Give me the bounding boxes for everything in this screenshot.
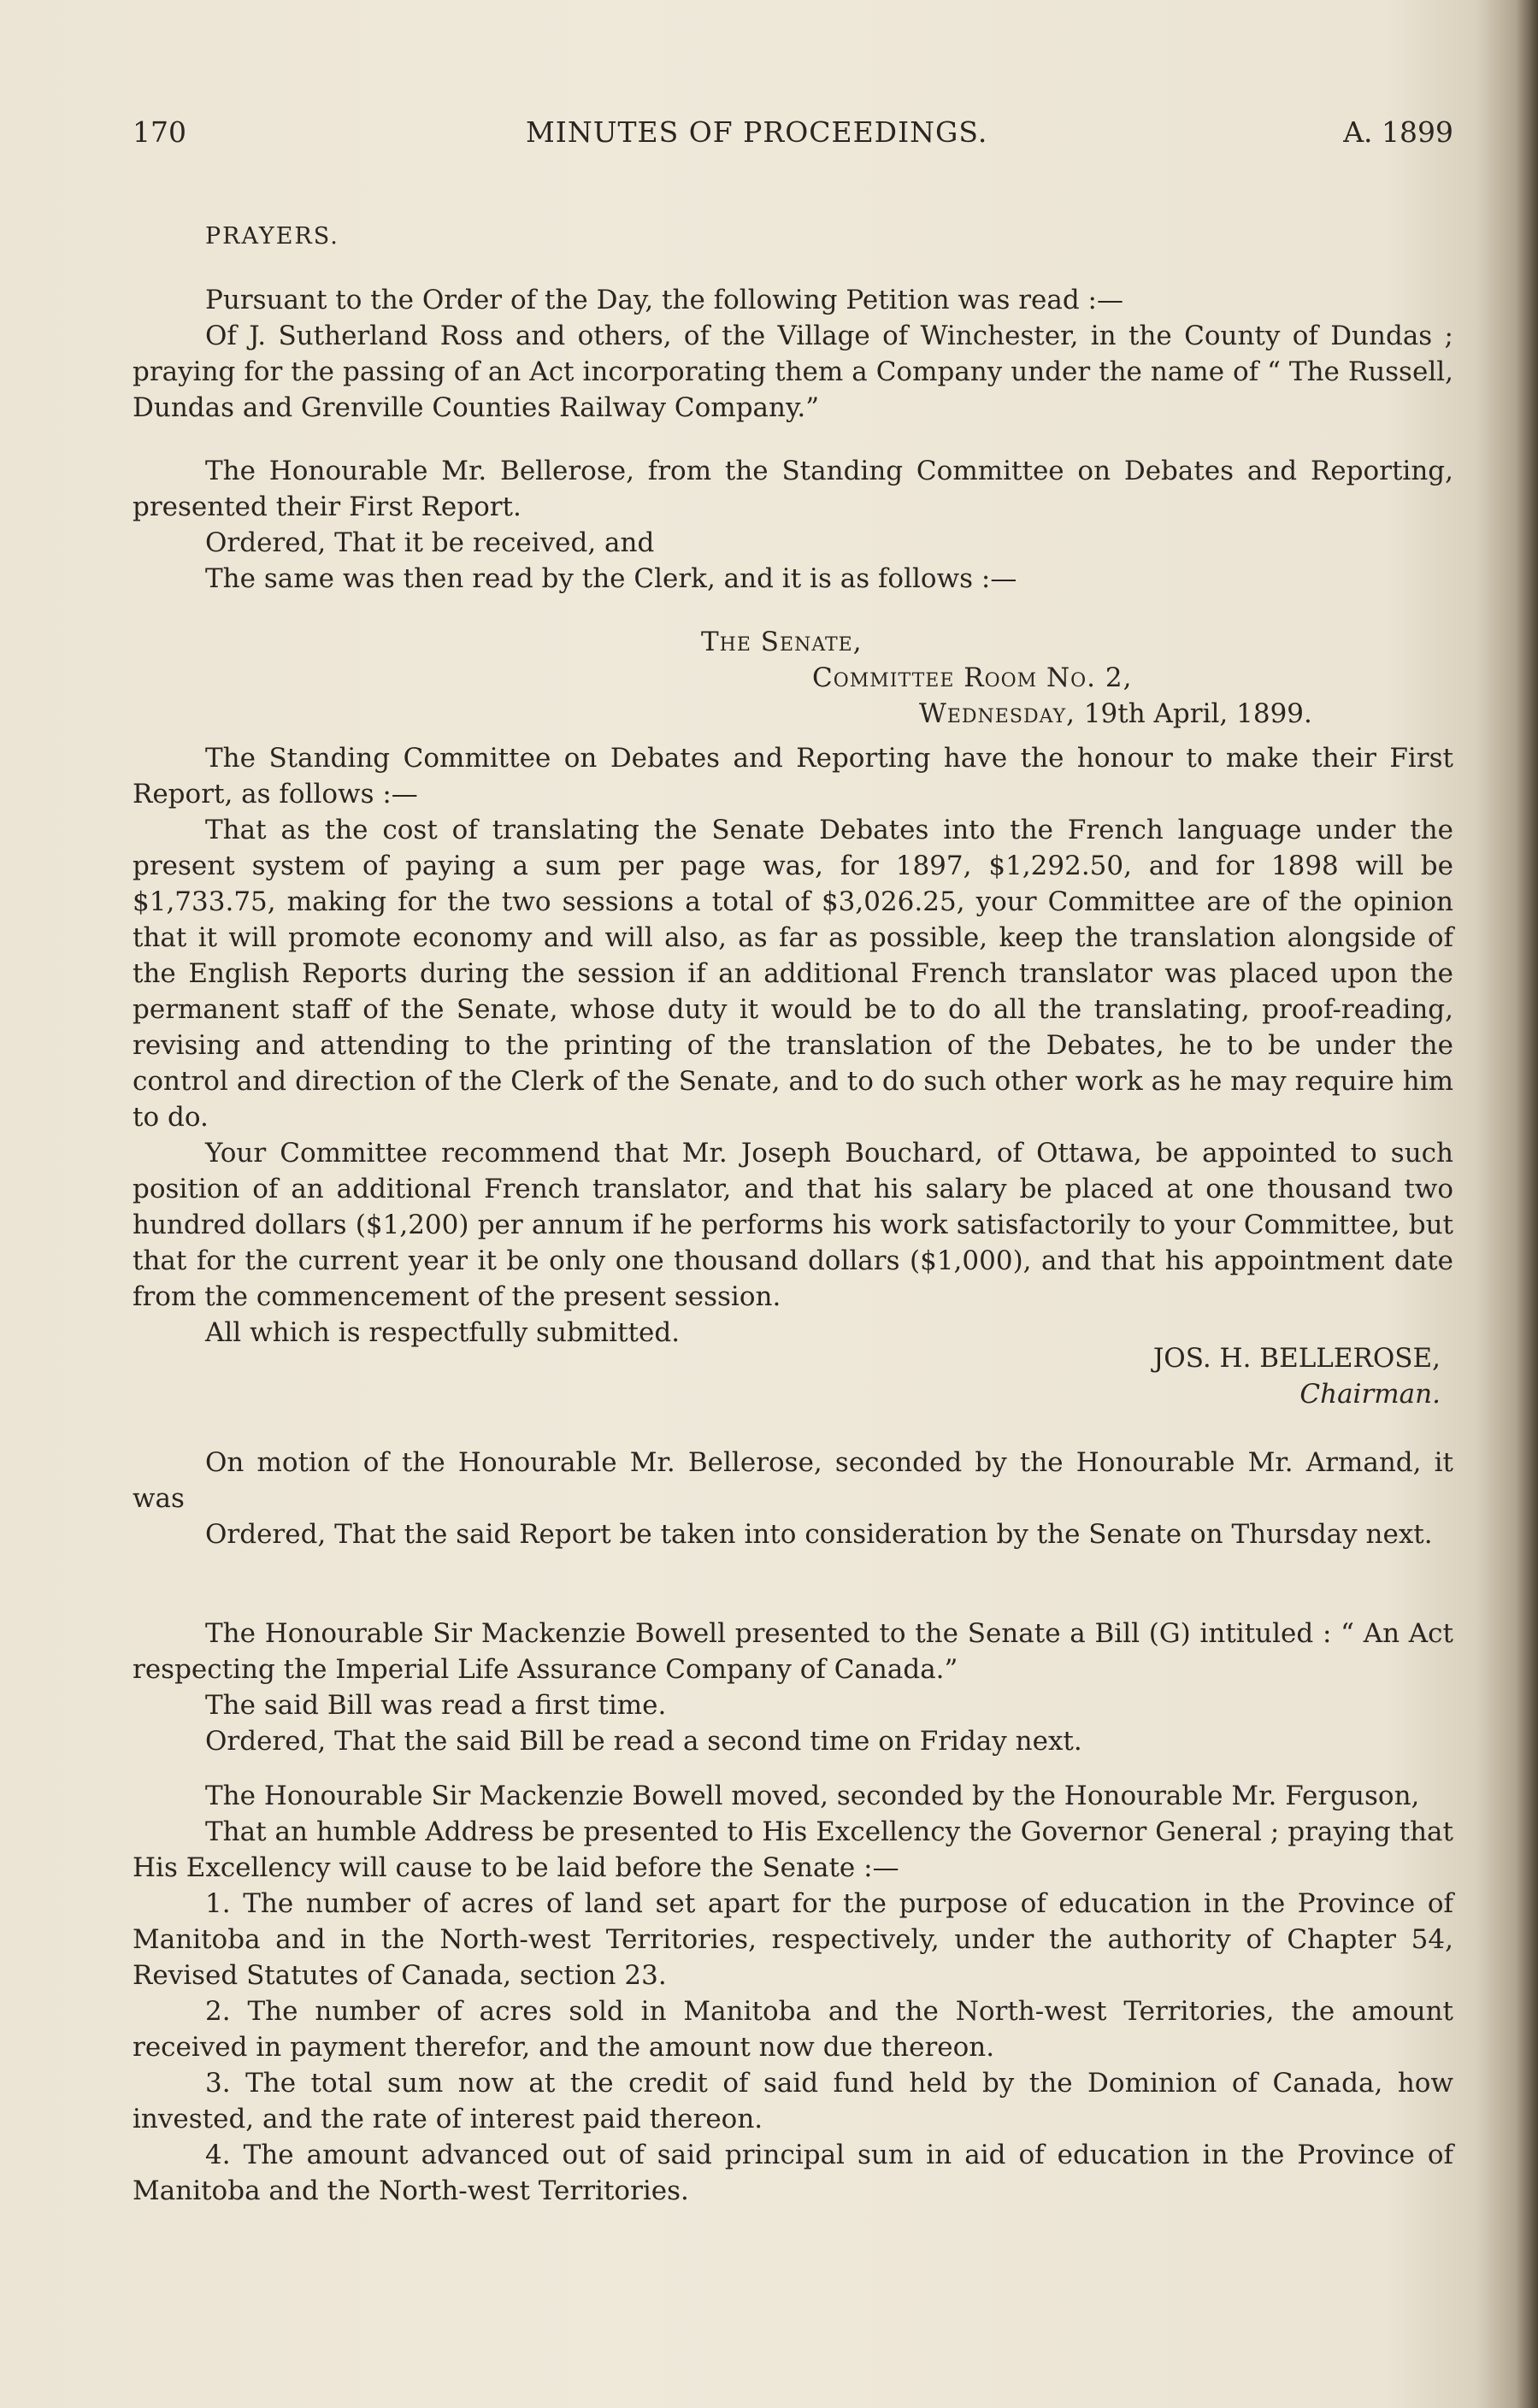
report-body-recommendation: Your Committee recommend that Mr. Joseph Bouchard, of Ottawa, be appointed to such position of an additional French translator, and that his salary be placed at one thousand two hundred dollars ($1,200) per annum if he performs his work satisfactorily to your Committee, but that for the current year it be only one thousand dollars ($1,000), and that his appointment date from the commencement of the present session. <box>133 1138 1453 1312</box>
page-header <box>133 115 1453 153</box>
report-presented-text: The Honourable Mr. Bellerose, from the Standing Committee on Debates and Reporting, presented their First Report. <box>133 456 1453 522</box>
address-item: 3. The total sum now at the credit of said fund held by the Dominion of Canada, how invested, and the rate of interest paid thereon. <box>133 2068 1453 2134</box>
senate-address-line2: Committee Room No. 2, <box>812 662 1133 693</box>
report-date: 19th April, 1899. <box>1075 698 1312 729</box>
ordered-received: Ordered, That it be received, and <box>205 527 655 558</box>
bill-presented: The Honourable Sir Mackenzie Bowell presented to the Senate a Bill (G) intituled : “ An Act respecting the Imperial Life Assurance Company of Canada.” <box>133 1618 1453 1685</box>
petition-section <box>133 282 1453 426</box>
motion-ordered: Ordered, That the said Report be taken into consideration by the Senate on Thursday next. <box>205 1519 1433 1550</box>
motion-text: On motion of the Honourable Mr. Bellerose, seconded by the Honourable Mr. Armand, it was <box>133 1447 1453 1514</box>
address-motion-text: The Honourable Sir Mackenzie Bowell moved, seconded by the Honourable Mr. Ferguson, <box>205 1781 1420 1811</box>
running-title: MINUTES OF PROCEEDINGS. <box>526 115 988 149</box>
report-body-intro: The Standing Committee on Debates and Reporting have the honour to make their First Report, as follows :— <box>133 743 1453 810</box>
address-item: 2. The number of acres sold in Manitoba and the North-west Territories, the amount received in payment therefor, and the amount now due thereon. <box>133 1996 1453 2063</box>
report-body-cost: That as the cost of translating the Senate Debates into the French language under the present system of paying a sum per page was, for 1897, $1,292.50, and for 1898 will be $1,733.75, making for the two sessions a total of $3,026.25, your Committee are of the opinion that it will promote economy and will also, as far as possible, keep the translation alongside of the English Reports during the session if an additional French translator was placed upon the permanent staff of the Senate, whose duty it would be to do all the translating, proof-reading, revising and attending to the printing of the translation of the Debates, he to be under the control and direction of the Clerk of the Senate, and to do such other work as he may require him to do. <box>133 815 1453 1133</box>
address-motion-humble: That an humble Address be presented to His Excellency the Governor General ; praying that His Excellency will cause to be laid before the Senate :— <box>133 1816 1453 1883</box>
motion-section <box>133 1445 1453 1552</box>
page-number: 170 <box>133 115 186 149</box>
petition-intro: Pursuant to the Order of the Day, the following Petition was read :— <box>205 285 1123 315</box>
report-body <box>133 740 1453 1351</box>
bill-first-reading: The said Bill was read a first time. <box>205 1690 667 1721</box>
read-by-clerk: The same was then read by the Clerk, and it is as follows :— <box>205 563 1017 594</box>
binding-edge-shadow <box>1516 0 1538 2408</box>
bill-second-reading: Ordered, That the said Bill be read a second time on Friday next. <box>205 1726 1082 1757</box>
senate-address-line3 <box>919 696 1312 732</box>
report-presented-section <box>133 453 1453 597</box>
signature-role: Chairman. <box>1299 1379 1441 1410</box>
address-item: 4. The amount advanced out of said principal sum in aid of education in the Province of Manitoba and the North-west Territories. <box>133 2140 1453 2206</box>
weekday: Wednesday, <box>919 698 1075 729</box>
address-item: 1. The number of acres of land set apart for the purpose of education in the Province of Manitoba and in the North-west Territories, respectively, under the authority of Chapter 54, Revised Statutes of Canada, section 23. <box>133 1888 1453 1991</box>
prayers-heading: PRAYERS. <box>205 223 339 250</box>
session-year: A. 1899 <box>1343 115 1453 149</box>
petition-text: Of J. Sutherland Ross and others, of the Village of Winchester, in the County of Dundas ; praying for the passing of an Act incorporating them a Company under the name of “ The Russell, Dundas and Grenville Counties Railway Company.” <box>133 321 1453 423</box>
bill-section <box>133 1616 1453 1759</box>
address-motion-section <box>133 1778 1453 2209</box>
signature-block <box>816 1340 1441 1412</box>
signature-name: JOS. H. BELLEROSE, <box>1152 1343 1441 1374</box>
senate-address-line1: The Senate, <box>701 627 863 657</box>
report-body-submitted: All which is respectfully submitted. <box>205 1317 681 1348</box>
